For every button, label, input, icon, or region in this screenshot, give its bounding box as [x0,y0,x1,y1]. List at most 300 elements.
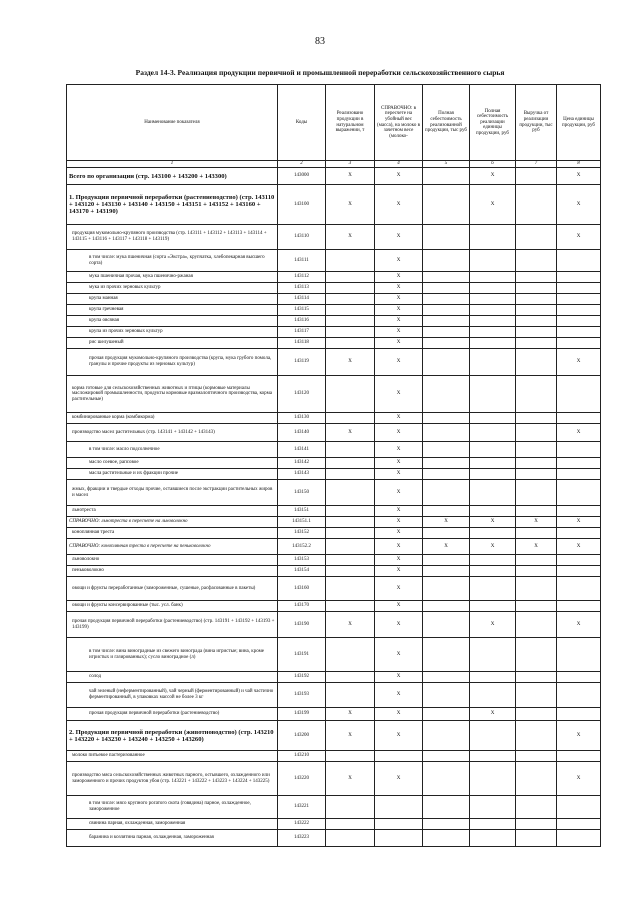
row-code: 143200 [278,721,326,751]
row-cell-c7 [516,566,557,577]
row-code: 143143 [278,469,326,480]
row-name: крупа из прочих зерновых культур [67,327,278,338]
row-name: 1. Продукция первичной переработки (растениеводство) (стр. 143110 + 143120 + 143130 + 143140 + 143150 + 143151 + 143152 + 143160 + 143170 + 143190) [67,185,278,225]
row-cell-c4: X [375,577,423,601]
table-row [67,376,601,413]
row-cell-c8 [557,830,601,847]
row-cell-c6 [470,796,516,819]
row-cell-c8 [557,316,601,327]
row-cell-c3: X [326,225,375,250]
row-cell-c8 [557,469,601,480]
row-cell-c5 [423,830,470,847]
row-cell-c3 [326,638,375,672]
report-table [66,84,601,847]
row-cell-c4: X [375,469,423,480]
table-row [67,327,601,338]
row-cell-c3: X [326,185,375,225]
row-cell-c8 [557,672,601,683]
row-code: 143193 [278,683,326,708]
row-cell-c8 [557,555,601,566]
table-row [67,751,601,762]
row-code: 143141 [278,442,326,458]
row-cell-c4: X [375,506,423,517]
row-cell-c6 [470,349,516,376]
row-name: в том числе: мука пшеничная (сорта «Экстра», крупчатка, хлебопекарная высшего сорта) [67,250,278,272]
row-code: 143140 [278,424,326,442]
table-row [67,349,601,376]
row-cell-c3 [326,316,375,327]
table-row [67,672,601,683]
row-cell-c7 [516,528,557,539]
row-cell-c3 [326,819,375,830]
row-name: масло соевое, рапсовое [67,458,278,469]
row-cell-c8 [557,638,601,672]
row-cell-c6 [470,506,516,517]
row-cell-c7 [516,327,557,338]
row-code: 143192 [278,672,326,683]
header-col6: Полная себестоимость реализации единицы продукции, руб [470,85,516,161]
row-name: в том числе: масло подсолнечное [67,442,278,458]
row-cell-c8 [557,294,601,305]
row-name: льноволокно [67,555,278,566]
row-name: жмых, фракции и твердые отходы прочие, оставшиеся после экстракции растительных жиров и масел [67,480,278,506]
row-cell-c8: X [557,721,601,751]
table-row [67,830,601,847]
row-cell-c8: X [557,168,601,185]
table-row [67,250,601,272]
row-cell-c7 [516,168,557,185]
table-row [67,506,601,517]
row-cell-c7 [516,283,557,294]
row-cell-c4: X [375,272,423,283]
row-cell-c8: X [557,612,601,638]
table-row [67,528,601,539]
column-number: 3 [326,161,375,168]
table-row [67,185,601,225]
row-cell-c4: X [375,316,423,327]
table-row [67,539,601,555]
row-cell-c7: X [516,539,557,555]
row-name: чай зеленый (неферментированный), чай черный (ферментированный) и чай частично ферментированный, в упаковках массой не более 3 кг [67,683,278,708]
row-cell-c8: X [557,517,601,528]
row-cell-c5: X [423,539,470,555]
row-cell-c3 [326,672,375,683]
row-code: 143111 [278,250,326,272]
table-row [67,283,601,294]
row-cell-c3 [326,555,375,566]
row-code: 143151 [278,506,326,517]
row-cell-c3 [326,506,375,517]
row-cell-c3: X [326,168,375,185]
row-name: производство масел растительных (стр. 143141 + 143142 + 143143) [67,424,278,442]
row-cell-c5 [423,338,470,349]
row-cell-c6 [470,338,516,349]
row-cell-c4: X [375,708,423,721]
row-cell-c5 [423,566,470,577]
row-cell-c5 [423,413,470,424]
row-cell-c3 [326,517,375,528]
row-cell-c8 [557,819,601,830]
row-cell-c6: X [470,708,516,721]
table-row [67,469,601,480]
row-cell-c6 [470,283,516,294]
row-code: 143190 [278,612,326,638]
row-cell-c8: X [557,539,601,555]
row-cell-c5 [423,294,470,305]
row-code: 143199 [278,708,326,721]
row-cell-c4: X [375,376,423,413]
header-code: Коды [278,85,326,161]
row-cell-c5 [423,424,470,442]
row-cell-c3 [326,539,375,555]
table-row [67,413,601,424]
row-cell-c3: X [326,721,375,751]
row-code: 143191 [278,638,326,672]
row-cell-c3: X [326,762,375,796]
row-cell-c4: X [375,283,423,294]
row-cell-c3 [326,338,375,349]
row-cell-c7 [516,442,557,458]
table-row [67,294,601,305]
row-cell-c4: X [375,294,423,305]
row-code: 143210 [278,751,326,762]
header-col7: Выручка от реализации продукции, тыс руб [516,85,557,161]
row-cell-c7 [516,272,557,283]
row-cell-c4: X [375,517,423,528]
row-cell-c5 [423,751,470,762]
row-name: крупа овсяная [67,316,278,327]
row-cell-c4: X [375,458,423,469]
row-cell-c5 [423,458,470,469]
row-code: 143110 [278,225,326,250]
row-cell-c6 [470,442,516,458]
row-name: производство мяса сельскохозяйственных животных парного, остывшего, охлажденного или замороженного и прочих продуктов убоя (стр. 143221 + 143222 + 143223 + 143224 + 143225) [67,762,278,796]
row-cell-c8 [557,250,601,272]
row-cell-c6 [470,528,516,539]
table-row [67,577,601,601]
row-cell-c4: X [375,250,423,272]
row-cell-c3 [326,796,375,819]
table-row [67,638,601,672]
row-cell-c6 [470,819,516,830]
row-cell-c6 [470,480,516,506]
table-row [67,168,601,185]
table-row [67,480,601,506]
row-cell-c3 [326,376,375,413]
row-cell-c5 [423,442,470,458]
row-code: 143221 [278,796,326,819]
row-cell-c3 [326,480,375,506]
row-cell-c6: X [470,612,516,638]
row-name: в том числе: мясо крупного рогатого скота (говядина) парное, охлажденное, замороженное [67,796,278,819]
table-row [67,566,601,577]
row-cell-c5 [423,638,470,672]
row-cell-c4: X [375,638,423,672]
row-cell-c4: X [375,480,423,506]
row-cell-c7 [516,555,557,566]
row-code: 143120 [278,376,326,413]
table-row [67,272,601,283]
row-cell-c5 [423,225,470,250]
row-cell-c5 [423,528,470,539]
row-code: 143220 [278,762,326,796]
row-cell-c8 [557,708,601,721]
page-number: 83 [315,36,325,47]
row-cell-c3: X [326,349,375,376]
row-code: 143000 [278,168,326,185]
table-row [67,424,601,442]
table-row [67,316,601,327]
column-number: 7 [516,161,557,168]
row-cell-c7 [516,751,557,762]
header-col5: Полная себестоимость реализованной продукции, тыс руб [423,85,470,161]
row-name: корма готовые для сельскохозяйственных животных и птицы (кормовые материалы масложировой промышленности, продукты кормовые вразмалоптичного производства, корма растительные) [67,376,278,413]
row-cell-c4: X [375,413,423,424]
row-name: коноплянная треста [67,528,278,539]
row-cell-c3 [326,469,375,480]
row-cell-c5 [423,272,470,283]
header-name: Наименование показателя [67,85,278,161]
row-code: 143170 [278,601,326,612]
row-cell-c5 [423,762,470,796]
row-cell-c7 [516,338,557,349]
row-cell-c5 [423,480,470,506]
row-cell-c4: X [375,601,423,612]
row-cell-c6 [470,555,516,566]
row-cell-c7 [516,316,557,327]
row-cell-c7 [516,506,557,517]
row-cell-c6 [470,577,516,601]
header-col4: СПРАВОЧНО: в пересчете на убойный вес (масса), на молоко в зачетном весе (молоко- [375,85,423,161]
row-name: комбинированные корма (комбикорма) [67,413,278,424]
row-cell-c8 [557,272,601,283]
row-cell-c6 [470,225,516,250]
row-cell-c7 [516,424,557,442]
row-code: 143118 [278,338,326,349]
row-cell-c6 [470,250,516,272]
row-name: СПРАВОЧНО: льнотреста в пересчете на льноволокно [67,517,278,528]
row-cell-c8 [557,796,601,819]
row-name: прочая продукция первичной переработки (растениеводство) (стр. 143191 + 143192 + 143193 + 143199) [67,612,278,638]
row-cell-c8 [557,577,601,601]
row-cell-c8 [557,413,601,424]
row-cell-c7 [516,796,557,819]
row-cell-c8 [557,506,601,517]
row-cell-c3 [326,566,375,577]
table-body [67,168,601,847]
row-cell-c7 [516,601,557,612]
row-name: льнотреста [67,506,278,517]
row-cell-c7 [516,683,557,708]
row-cell-c4: X [375,327,423,338]
row-cell-c8 [557,480,601,506]
row-name: овощи и фрукты консервированные (тыс. усл. банк) [67,601,278,612]
row-name: овощи и фрукты переработанные (замороженные, сушеные, расфасованные в пакеты) [67,577,278,601]
column-number: 5 [423,161,470,168]
row-name: солод [67,672,278,683]
row-name: в том числе: вина виноградные из свежего винограда (вина игристые; вина, кроме игристых и газированных); сусло виноградное (л) [67,638,278,672]
row-cell-c6 [470,721,516,751]
row-name: прочая продукция первичной переработки (растениеводство) [67,708,278,721]
column-number-row [67,161,601,168]
row-cell-c6 [470,458,516,469]
row-cell-c7 [516,413,557,424]
table-row [67,458,601,469]
row-name: мука пшеничная прочая, мука пшенично-ржаная [67,272,278,283]
row-cell-c6 [470,683,516,708]
row-cell-c5 [423,168,470,185]
column-number: 8 [557,161,601,168]
table-row [67,683,601,708]
row-name: масла растительные и их фракции прочие [67,469,278,480]
row-cell-c6 [470,751,516,762]
row-cell-c3: X [326,424,375,442]
row-cell-c3: X [326,708,375,721]
row-cell-c3 [326,250,375,272]
row-cell-c7: X [516,517,557,528]
row-cell-c4 [375,830,423,847]
row-cell-c7 [516,250,557,272]
table-row [67,612,601,638]
row-cell-c7 [516,458,557,469]
row-cell-c6 [470,316,516,327]
table-row [67,721,601,751]
row-cell-c4: X [375,168,423,185]
row-cell-c6 [470,830,516,847]
row-name: Всего по организации (стр. 143100 + 143200 + 143300) [67,168,278,185]
row-code: 143130 [278,413,326,424]
row-cell-c3: X [326,612,375,638]
row-cell-c8: X [557,349,601,376]
row-cell-c7 [516,708,557,721]
row-code: 143152.2 [278,539,326,555]
row-cell-c6 [470,672,516,683]
row-cell-c5 [423,683,470,708]
row-cell-c5 [423,250,470,272]
row-cell-c4: X [375,683,423,708]
row-cell-c7 [516,480,557,506]
row-cell-c6 [470,469,516,480]
row-cell-c5 [423,283,470,294]
row-cell-c4 [375,796,423,819]
row-cell-c5 [423,349,470,376]
row-cell-c8 [557,528,601,539]
row-cell-c5 [423,506,470,517]
row-cell-c4: X [375,721,423,751]
header-col8: Цена единицы продукции, руб [557,85,601,161]
row-cell-c8 [557,305,601,316]
table-row [67,555,601,566]
row-cell-c3 [326,283,375,294]
row-cell-c8 [557,601,601,612]
row-cell-c4: X [375,539,423,555]
column-number: 6 [470,161,516,168]
row-cell-c4: X [375,185,423,225]
row-cell-c8: X [557,762,601,796]
row-cell-c8 [557,338,601,349]
row-cell-c7 [516,225,557,250]
row-cell-c6 [470,376,516,413]
row-cell-c5 [423,327,470,338]
row-cell-c3 [326,458,375,469]
row-cell-c7 [516,762,557,796]
row-cell-c8 [557,566,601,577]
row-code: 143115 [278,305,326,316]
row-cell-c6 [470,305,516,316]
table-row [67,708,601,721]
row-name: крупа манная [67,294,278,305]
row-cell-c5 [423,672,470,683]
table-row [67,225,601,250]
row-cell-c3 [326,577,375,601]
row-cell-c4: X [375,762,423,796]
row-cell-c6: X [470,517,516,528]
row-name: 2. Продукция первичной переработки (животноводство) (стр. 143210 + 143220 + 143230 + 143240 + 143250 + 143260) [67,721,278,751]
row-cell-c5 [423,721,470,751]
row-name: крупа гречневая [67,305,278,316]
row-cell-c3 [326,601,375,612]
row-cell-c4: X [375,338,423,349]
row-cell-c3 [326,830,375,847]
row-cell-c5 [423,612,470,638]
row-cell-c7 [516,185,557,225]
row-cell-c8: X [557,225,601,250]
row-code: 143154 [278,566,326,577]
row-code: 143151.1 [278,517,326,528]
row-cell-c8 [557,751,601,762]
row-cell-c7 [516,376,557,413]
row-cell-c6 [470,272,516,283]
column-number: 1 [67,161,278,168]
row-cell-c6: X [470,185,516,225]
row-name: прочая продукция мукомольно-крупяного производства (крупа, мука грубого помола, гранулы и прочие продукты из зерновых культур) [67,349,278,376]
row-cell-c3 [326,751,375,762]
row-cell-c3 [326,413,375,424]
row-cell-c6 [470,638,516,672]
row-cell-c7 [516,830,557,847]
row-cell-c5 [423,601,470,612]
table-row [67,601,601,612]
row-code: 143150 [278,480,326,506]
row-cell-c5 [423,708,470,721]
row-cell-c5 [423,185,470,225]
row-code: 143119 [278,349,326,376]
row-name: баранина и козлятина парная, охлажденная, замороженная [67,830,278,847]
row-cell-c7 [516,294,557,305]
row-cell-c8 [557,283,601,294]
row-cell-c7 [516,638,557,672]
row-cell-c6 [470,601,516,612]
row-code: 143160 [278,577,326,601]
table-row [67,796,601,819]
table-row [67,819,601,830]
row-cell-c4: X [375,424,423,442]
row-cell-c8 [557,683,601,708]
row-cell-c8 [557,376,601,413]
row-cell-c6: X [470,168,516,185]
row-cell-c6 [470,424,516,442]
row-cell-c7 [516,349,557,376]
row-cell-c5 [423,577,470,601]
row-name: СПРАВОЧНО: коноплянная треста в пересчете на пеньковолокно [67,539,278,555]
row-cell-c6 [470,294,516,305]
row-code: 143152 [278,528,326,539]
row-cell-c4: X [375,349,423,376]
row-cell-c8 [557,327,601,338]
row-cell-c3 [326,528,375,539]
row-name: рис шелушеный [67,338,278,349]
column-number: 2 [278,161,326,168]
